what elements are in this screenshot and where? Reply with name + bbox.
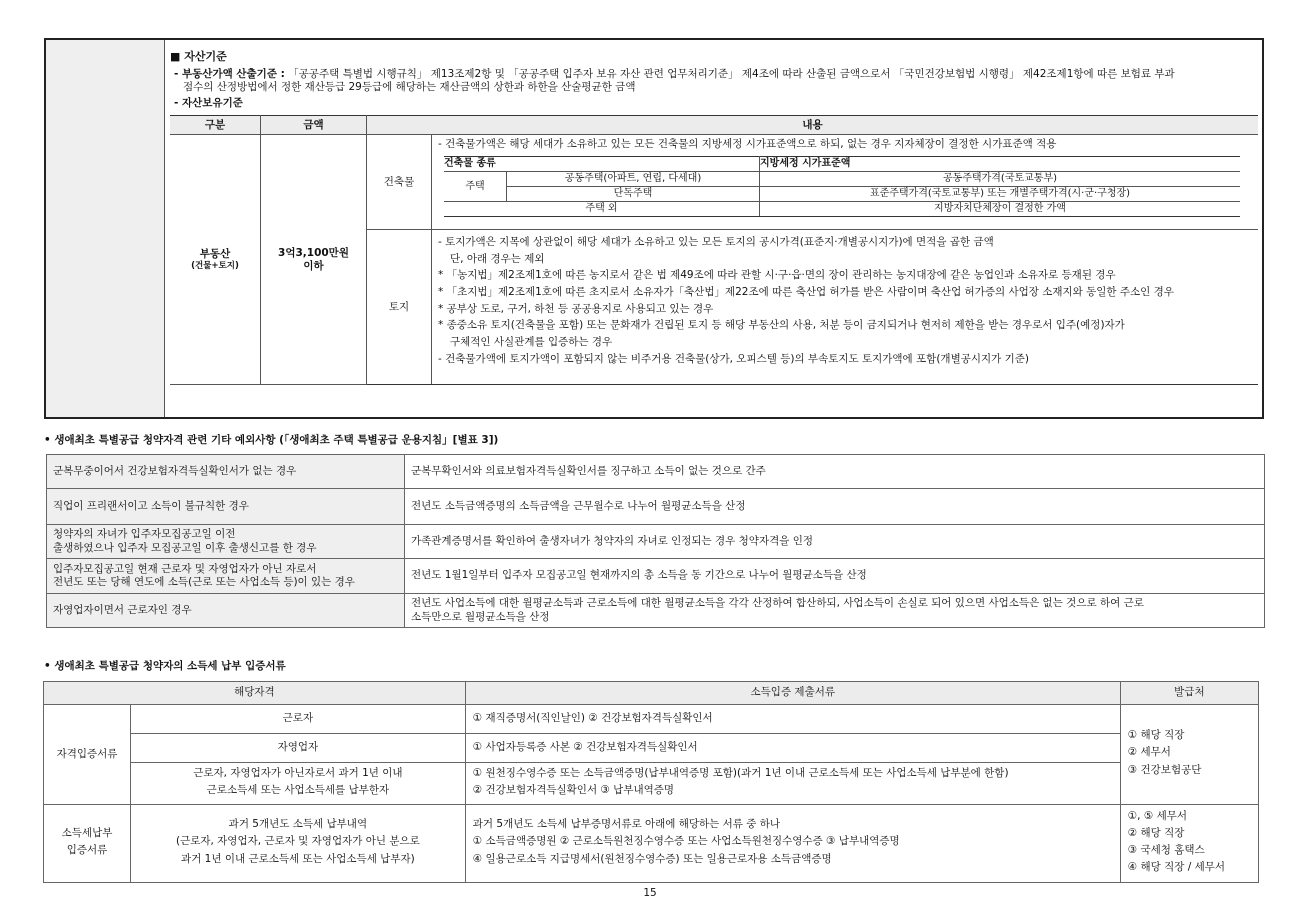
real-estate-category-cell [170,135,261,385]
land-line: * 종중소유 토지(건축물을 포함) 또는 문화재가 건립된 토지 등 해당 부동산의 사용, 처분 등이 금지되거나 현저히 제한을 받는 경우로서 입주(예정)자가 [438,319,1125,332]
exception-detail-line: 가족관계증명서를 확인하여 출생자녀가 청약자의 자녀로 인정되는 경우 청약자격을 인정 [411,534,813,547]
asset-standard-title: ■ 자산기준 [170,50,227,63]
exceptions-table [46,454,1265,628]
exception-detail-line: 군복무확인서와 의료보험자격득실확인서를 징구하고 소득이 없는 것으로 간주 [411,464,766,477]
issuer-line: ④ 해당 직장 / 세무서 [1127,861,1226,874]
exception-condition-line: 전년도 또는 당해 연도에 소득(근로 또는 사업소득 등)이 있는 경우 [53,576,355,588]
issuer-line: ③ 국세청 홈택스 [1127,844,1205,856]
real-estate-calc-text-1: 「공공주택 특별법 시행규칙」 제13조제2항 및 「공공주택 입주자 보유 자산 관련 업무처리기준」 제4조에 따라 산출된 금액으로서 「국민건강보험법 시행령」 제42조제1항에 따른 보험료 부과 [288,67,1175,80]
exception-detail [405,594,1265,628]
asset-holding-label: - 자산보유기준 [174,97,243,109]
other-label [131,763,466,805]
exception-detail [405,525,1265,559]
header-content: 내용 [367,116,1259,135]
exception-detail-line: 전년도 사업소득에 대한 월평균소득과 근로소득에 대한 월평균소득을 각각 산정하여 합산하되, 사업소득이 손실로 되어 있으면 사업소득은 없는 것으로 하여 근로 [411,597,1144,610]
building-table-row [444,202,1240,217]
real-estate-calc-line [174,68,1258,81]
asset-box-left-column [46,40,165,417]
tax-condition-line: 과거 5개년도 소득세 납부내역 [228,818,368,831]
issuer-cell-2 [1120,805,1258,883]
income-docs-heading: • 생애최초 특별공급 청약자의 소득세 납부 입증서류 [44,660,286,672]
building-table-row [444,172,1240,187]
other-docs-line: ② 건강보험자격득실확인서 ③ 납부내역증명 [472,784,675,796]
exception-detail [405,455,1265,489]
income-row [44,734,1259,763]
exception-row [47,489,1265,525]
tax-docs-line: ④ 일용근로소득 지급명세서(원천징수영수증) 또는 일용근로자용 소득금액증명 [472,852,832,865]
exceptions-heading: • 생애최초 특별공급 청약자격 관련 기타 예외사항 (「생애최초 주택 특별공급 운용지침」[별표 3]) [44,434,499,446]
income-header-row [44,682,1259,705]
building-value-cell: 지방자치단체장이 결정한 가액 [760,202,1241,217]
exception-detail [405,489,1265,525]
exception-condition-line: 청약자의 자녀가 입주자모집공고일 이전 [53,528,236,541]
exception-row [47,525,1265,559]
worker-docs: ① 재직증명서(직인날인) ② 건강보험자격득실확인서 [465,705,1120,734]
building-type-cell: 단독주택 [507,187,760,202]
income-row [44,805,1259,883]
tax-docs [465,805,1120,883]
tax-docs-line: 과거 5개년도 소득세 납부증명서류로 아래에 해당하는 서류 중 하나 [472,818,781,831]
real-estate-label: 부동산 [199,247,231,260]
building-table-header [444,157,1240,172]
exception-detail [405,559,1265,594]
exception-condition-line: 자영업자이면서 근로자인 경우 [53,603,192,616]
building-description: - 건축물가액은 해당 세대가 소유하고 있는 모든 건축물의 지방세정 시가표준액으로 하되, 없는 경우 지자체장이 결정한 시가표준액 적용 [438,138,1057,151]
land-line: * 「농지법」제2조제1호에 따른 농지로서 같은 법 제49조에 따라 관할 시·구·읍·면의 장이 관리하는 농지대장에 같은 농업인과 소유자로 등재된 경우 [438,269,1116,282]
real-estate-amount-cell [261,135,367,385]
header-qualification: 해당자격 [44,682,466,705]
tax-condition-line: (근로자, 자영업자, 근로자 및 자영업자가 아닌 분으로 [175,835,420,848]
header-issuer: 발급처 [1120,682,1258,705]
exception-row [47,594,1265,628]
real-estate-calc-label: - 부동산가액 산출기준 : [174,67,285,80]
other-label-line: 근로소득세 또는 사업소득세를 납부한자 [206,784,390,796]
exception-row [47,455,1265,489]
land-line: - 건축물가액에 토지가액이 포함되지 않는 비주거용 건축물(상가, 오피스텔 등)의 부속토지도 토지가액에 포함(개별공시지가 기준) [438,352,1029,365]
amount-line-1: 3억3,100만원 [278,246,349,259]
building-type-cell: 공동주택(아파트, 연립, 다세대) [507,172,760,187]
standard-price-header: 지방세정 시가표준액 [760,157,1241,172]
self-employed-docs: ① 사업자등록증 사본 ② 건강보험자격득실확인서 [465,734,1120,763]
exception-condition [47,594,405,628]
building-content-cell [432,135,1259,230]
issuer-line: ①, ⑤ 세무서 [1127,809,1188,822]
header-amount: 금액 [261,116,367,135]
exception-condition [47,559,405,594]
asset-standard-box [44,38,1264,419]
building-type-table [444,156,1240,217]
asset-content [170,50,1258,385]
building-value-cell: 공동주택가격(국토교통부) [760,172,1241,187]
building-type-header: 건축물 종류 [444,157,760,172]
building-row [170,135,1258,230]
land-line: 단, 아래 경우는 제외 [450,252,545,265]
land-content-cell [432,230,1259,385]
issuer-line: ① 해당 직장 [1127,729,1185,742]
other-docs [465,763,1120,805]
exception-condition [47,525,405,559]
income-docs-table [43,681,1259,883]
header-documents: 소득입증 제출서류 [465,682,1120,705]
issuer-cell-1 [1120,705,1258,805]
other-docs-line: ① 원천징수영수증 또는 소득금액증명(납부내역증명 포함)(과거 1년 이내 근로소득세 또는 사업소득세 납부분에 한함) [472,766,1009,779]
real-estate-calc-text-2: 점수의 산정방법에서 정한 재산등급 29등급에 해당하는 재산금액의 상한과 하한을 산술평균한 금액 [183,80,636,93]
amount-line-2: 이하 [303,259,324,272]
tax-group-label-line: 소득세납부 [61,826,113,839]
exception-condition-line: 직업이 프리랜서이고 소득이 불규칙한 경우 [53,499,249,512]
exception-detail-line: 전년도 1월1일부터 입주자 모집공고일 현재까지의 총 소득을 동 기간으로 나누어 월평균소득을 산정 [411,569,867,582]
exception-condition-line: 군복무중이어서 건강보험자격득실확인서가 없는 경우 [53,464,297,477]
exception-detail-line: 전년도 소득금액증명의 소득금액을 근무월수로 나누어 월평균소득을 산정 [411,499,746,512]
housing-label-cell: 주택 [444,172,507,202]
self-employed-label: 자영업자 [131,734,466,763]
issuer-line: ② 해당 직장 [1127,826,1185,839]
income-row [44,763,1259,805]
tax-docs-line: ① 소득금액증명원 ② 근로소득원천징수영수증 또는 사업소득원천징수영수증 ③ 납부내역증명 [472,835,900,848]
real-estate-sub-label: (건물+토지) [191,260,239,271]
issuer-line: ② 세무서 [1127,746,1171,759]
asset-holding-table [170,115,1258,385]
tax-condition-line: 과거 1년 이내 근로소득세 또는 사업소득세 납부자) [181,852,415,865]
land-line: * 공부상 도로, 구거, 하천 등 공공용지로 사용되고 있는 경우 [438,302,714,315]
land-line: * 「초지법」제2조제1호에 따른 초지로서 소유자가「축산법」제22조에 따른 축산업 허가를 받은 사람이며 축산업 허가증의 사업장 소재지와 동일한 주소인 경우 [438,286,1174,298]
exception-condition-line: 출생하였으나 입주자 모집공고일 이후 출생신고를 한 경우 [53,541,317,554]
exception-condition-line: 입주자모집공고일 현재 근로자 및 자영업자가 아닌 자로서 [53,562,317,575]
building-label-cell: 건축물 [367,135,432,230]
worker-label: 근로자 [131,705,466,734]
tax-group-label [44,805,131,883]
income-row [44,705,1259,734]
exception-detail-line: 소득만으로 월평균소득을 산정 [411,610,550,623]
other-label-line: 근로자, 자영업자가 아닌자로서 과거 1년 이내 [193,766,403,779]
building-table-row [444,187,1240,202]
land-line: - 토지가액은 지목에 상관없이 해당 세대가 소유하고 있는 모든 토지의 공시가격(표준지·개별공시지가)에 면적을 곱한 금액 [438,236,994,249]
exception-condition [47,455,405,489]
exception-condition [47,489,405,525]
tax-condition [131,805,466,883]
asset-table-header-row [170,116,1258,135]
building-type-cell: 주택 외 [444,202,760,217]
building-value-cell: 표준주택가격(국토교통부) 또는 개별주택가격(시·군·구청장) [760,187,1241,202]
qualification-group-label: 자격입증서류 [44,705,131,805]
exception-row [47,559,1265,594]
page-number: 15 [643,887,657,899]
header-category: 구분 [170,116,261,135]
land-line: 구체적인 사실관계를 입증하는 경우 [450,335,613,348]
land-label-cell: 토지 [367,230,432,385]
tax-group-label-line: 입증서류 [66,844,108,856]
issuer-line: ③ 건강보험공단 [1127,763,1202,776]
